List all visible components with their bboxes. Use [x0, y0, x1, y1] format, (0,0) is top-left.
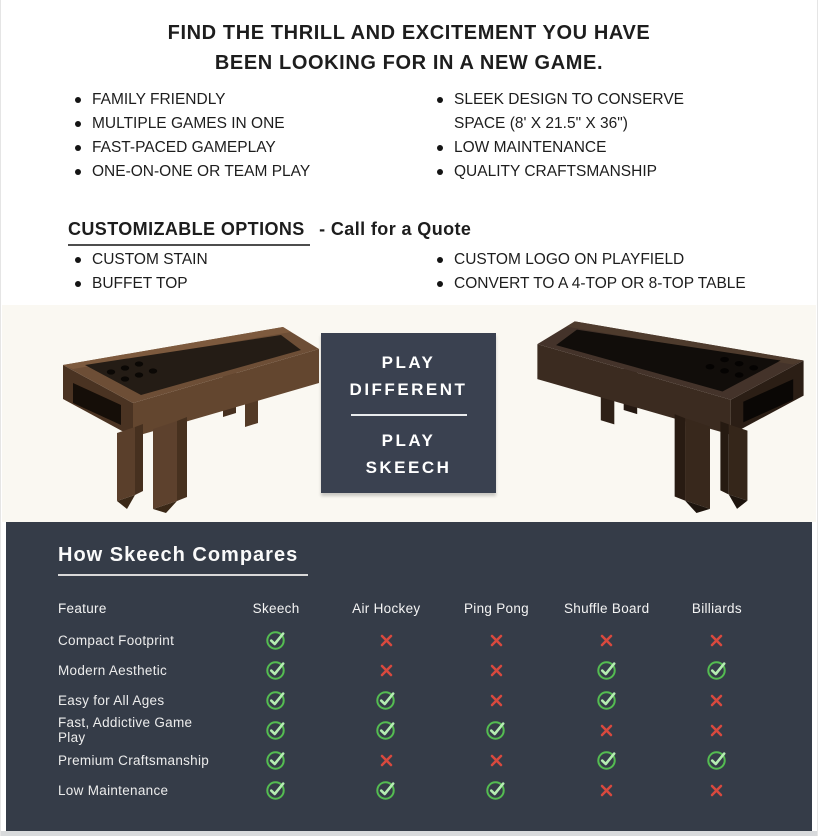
skeech-table-walnut-image — [53, 313, 329, 513]
check-icon — [552, 689, 662, 711]
x-icon — [552, 784, 662, 797]
check-icon — [662, 659, 772, 681]
customizable-section — [1, 248, 817, 296]
customizable-heading — [68, 219, 471, 246]
headline — [1, 18, 817, 78]
play-box-line: DIFFERENT — [349, 380, 468, 399]
play-different-play-skeech-box — [321, 333, 496, 493]
customizable-item: CONVERT TO A 4-TOP OR 8-TOP TABLE — [436, 272, 776, 296]
x-icon — [331, 664, 441, 677]
comparison-row — [6, 685, 812, 715]
check-icon — [331, 779, 441, 801]
benefit-item: FAST-PACED GAMEPLAY — [74, 136, 374, 160]
feature-label: Modern Aesthetic — [58, 662, 168, 678]
comparison-row — [6, 625, 812, 655]
x-icon — [662, 634, 772, 647]
check-icon — [552, 659, 662, 681]
x-icon — [331, 634, 441, 647]
benefit-item: MULTIPLE GAMES IN ONE — [74, 112, 374, 136]
x-icon — [441, 664, 551, 677]
feature-label: Compact Footprint — [58, 632, 175, 648]
feature-label: Low Maintenance — [58, 782, 169, 798]
column-header: Feature — [58, 600, 107, 616]
check-icon — [331, 689, 441, 711]
comparison-row — [6, 655, 812, 685]
benefit-item: ONE-ON-ONE OR TEAM PLAY — [74, 160, 374, 184]
benefit-item: FAMILY FRIENDLY — [74, 88, 374, 112]
feature-label: Easy for All Ages — [58, 692, 165, 708]
column-header: Ping Pong — [463, 600, 529, 616]
x-icon — [662, 724, 772, 737]
column-header: Billiards — [691, 600, 742, 616]
benefits-list-left — [74, 88, 374, 184]
benefit-item: QUALITY CRAFTSMANSHIP — [436, 160, 726, 184]
customizable-item: CUSTOM STAIN — [74, 248, 374, 272]
check-icon — [331, 719, 441, 741]
customizable-item: CUSTOM LOGO ON PLAYFIELD — [436, 248, 776, 272]
check-icon — [221, 749, 331, 771]
check-icon — [552, 749, 662, 771]
divider-line — [351, 414, 467, 416]
comparison-row — [6, 775, 812, 805]
headline-line2: BEEN LOOKING FOR IN A NEW GAME. — [214, 52, 604, 74]
comparison-rows — [6, 625, 812, 805]
x-icon — [662, 694, 772, 707]
headline-line1: FIND THE THRILL AND EXCITEMENT YOU HAVE — [167, 22, 651, 44]
x-icon — [552, 724, 662, 737]
benefits-section — [1, 88, 817, 184]
column-header: Skeech — [252, 600, 300, 616]
customizable-options-label: CUSTOMIZABLE OPTIONS — [68, 219, 310, 246]
check-icon — [221, 629, 331, 651]
bottom-strip — [1, 831, 817, 836]
check-icon — [221, 779, 331, 801]
benefit-item: LOW MAINTENANCE — [436, 136, 726, 160]
comparison-header-row — [6, 592, 812, 624]
check-icon — [441, 719, 551, 741]
x-icon — [331, 754, 441, 767]
customizable-item: BUFFET TOP — [74, 272, 374, 296]
call-for-quote-label: - Call for a Quote — [319, 219, 472, 239]
column-header: Shuffle Board — [563, 600, 650, 616]
feature-label: Premium Craftsmanship — [58, 752, 210, 768]
comparison-row — [6, 745, 812, 775]
play-box-line: SKEECH — [365, 458, 452, 477]
comparison-table — [6, 592, 812, 805]
x-icon — [441, 634, 551, 647]
check-icon — [441, 779, 551, 801]
skeech-table-espresso-image — [526, 307, 814, 514]
check-icon — [662, 749, 772, 771]
check-icon — [221, 719, 331, 741]
benefit-item: SLEEK DESIGN TO CONSERVE SPACE (8' X 21.5" X 36") — [436, 88, 726, 136]
x-icon — [441, 754, 551, 767]
x-icon — [441, 694, 551, 707]
play-box-line: PLAY — [381, 431, 436, 450]
customizable-list-right — [436, 248, 776, 296]
comparison-row — [6, 715, 812, 745]
x-icon — [662, 784, 772, 797]
feature-label: Fast, Addictive Game Play — [58, 715, 193, 745]
check-icon — [221, 659, 331, 681]
x-icon — [552, 634, 662, 647]
benefits-list-right — [436, 88, 726, 184]
customizable-list-left — [74, 248, 374, 296]
play-box-line: PLAY — [381, 353, 436, 372]
column-header: Air Hockey — [352, 600, 421, 616]
comparison-section — [6, 522, 812, 831]
check-icon — [221, 689, 331, 711]
comparison-title: How Skeech Compares — [58, 544, 308, 576]
products-band — [2, 305, 816, 522]
